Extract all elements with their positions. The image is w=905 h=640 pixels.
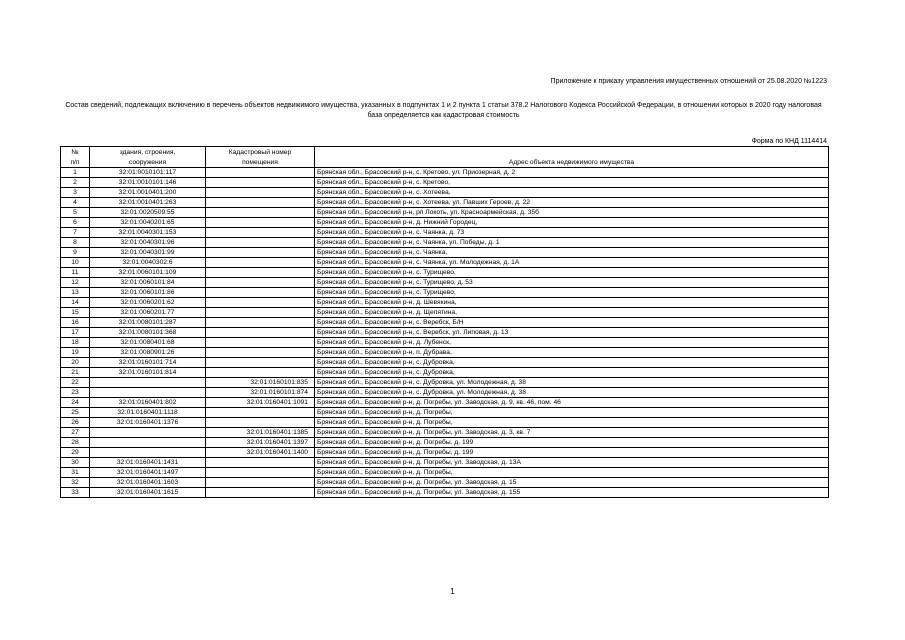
table-row [61,388,829,398]
row-number: 3 [61,188,90,198]
col-header-building-bottom: сооружения [90,157,206,168]
table-row [61,298,829,308]
building-cadastral-number: 32:01:0160401:1615 [90,488,206,498]
room-cadastral-number [206,348,315,358]
row-number: 28 [61,438,90,448]
row-number: 17 [61,328,90,338]
property-address: Брянская обл., Брасовский р-н, с. Хотеева, ул. Павших Героев, д. 22 [315,198,829,208]
property-address: Брянская обл., Брасовский р-н, с. Чаянка, [315,248,829,258]
table-row [61,448,829,458]
row-number: 13 [61,288,90,298]
row-number: 7 [61,228,90,238]
building-cadastral-number [90,428,206,438]
building-cadastral-number: 32:01:0040302:6 [90,258,206,268]
building-cadastral-number: 32:01:0060201:77 [90,308,206,318]
building-cadastral-number: 32:01:0160401:802 [90,398,206,408]
room-cadastral-number [206,278,315,288]
table-row [61,438,829,448]
building-cadastral-number: 32:01:0060101:86 [90,288,206,298]
room-cadastral-number [206,238,315,248]
room-cadastral-number [206,298,315,308]
row-number: 12 [61,278,90,288]
table-row [61,478,829,488]
property-address: Брянская обл., Брасовский р-н, д. Погребы, ул. Заводская, д. 3, кв. 7 [315,428,829,438]
table-row [61,378,829,388]
table-row [61,218,829,228]
table-row [61,428,829,438]
row-number: 21 [61,368,90,378]
table-row [61,358,829,368]
property-address: Брянская обл., Брасовский р-н, д. Погребы, [315,468,829,478]
room-cadastral-number [206,458,315,468]
row-number: 9 [61,248,90,258]
room-cadastral-number [206,308,315,318]
property-address: Брянская обл., Брасовский р-н, с. Дубровка, [315,358,829,368]
room-cadastral-number [206,258,315,268]
property-address: Брянская обл., Брасовский р-н, с. Чаянка, д. 73 [315,228,829,238]
property-address: Брянская обл., Брасовский р-н, с. Дубровка, [315,368,829,378]
room-cadastral-number: 32:01:0160401:1091 [206,398,315,408]
row-number: 4 [61,198,90,208]
building-cadastral-number: 32:01:0160401:1603 [90,478,206,488]
room-cadastral-number [206,188,315,198]
room-cadastral-number: 32:01:0160401:1400 [206,448,315,458]
room-cadastral-number [206,268,315,278]
property-address: Брянская обл., Брасовский р-н, д. Нижний Городец, [315,218,829,228]
property-address: Брянская обл., Брасовский р-н, п. Дубрава, [315,348,829,358]
property-address: Брянская обл., Брасовский р-н, д. Погребы, д. 199 [315,448,829,458]
row-number: 26 [61,418,90,428]
property-address: Брянская обл., Брасовский р-н, д. Погребы, [315,418,829,428]
table-row [61,418,829,428]
building-cadastral-number: 32:01:0040301:153 [90,228,206,238]
building-cadastral-number [90,388,206,398]
building-cadastral-number: 32:01:0010101:146 [90,178,206,188]
room-cadastral-number [206,228,315,238]
col-header-room-bottom: помещения [206,157,315,168]
table-row [61,318,829,328]
table-row [61,328,829,338]
table-row [61,248,829,258]
room-cadastral-number [206,198,315,208]
table-row [61,198,829,208]
building-cadastral-number: 32:01:0010401:263 [90,198,206,208]
col-header-num-top: № [61,147,90,158]
row-number: 23 [61,388,90,398]
room-cadastral-number [206,208,315,218]
building-cadastral-number: 32:01:0040201:65 [90,218,206,228]
col-header-building-top: здания, строения, [90,147,206,158]
row-number: 19 [61,348,90,358]
property-address: Брянская обл., Брасовский р-н, д. Лубенск, [315,338,829,348]
property-address: Брянская обл., Брасовский р-н, с. Чаянка, ул. Победы, д. 1 [315,238,829,248]
row-number: 16 [61,318,90,328]
property-address: Брянская обл., Брасовский р-н, с. Турищево, [315,288,829,298]
room-cadastral-number [206,408,315,418]
table-row [61,228,829,238]
property-address: Брянская обл., Брасовский р-н, с. Турищево, [315,268,829,278]
col-header-address-spacer [315,147,829,158]
page-number: 1 [450,587,455,596]
row-number: 18 [61,338,90,348]
room-cadastral-number: 32:01:0160401:1397 [206,438,315,448]
table-row [61,288,829,298]
building-cadastral-number: 32:01:0060201:62 [90,298,206,308]
property-table [60,146,829,498]
room-cadastral-number: 32:01:0160101:874 [206,388,315,398]
table-row [61,368,829,378]
col-header-num-bottom: п/п [61,157,90,168]
row-number: 25 [61,408,90,418]
row-number: 27 [61,428,90,438]
row-number: 22 [61,378,90,388]
building-cadastral-number [90,438,206,448]
property-address: Брянская обл., Брасовский р-н, с. Чаянка, ул. Молодежная, д. 1А [315,258,829,268]
property-address: Брянская обл., Брасовский р-н, д. Погребы, ул. Заводская, д. 13А [315,458,829,468]
room-cadastral-number [206,288,315,298]
row-number: 2 [61,178,90,188]
table-row [61,168,829,178]
property-address: Брянская обл., Брасовский р-н, д. Щепятина, [315,308,829,318]
room-cadastral-number [206,478,315,488]
table-header-row-top [61,147,829,158]
property-address: Брянская обл., Брасовский р-н, с. Веребск, ул. Липовая, д. 13 [315,328,829,338]
building-cadastral-number: 32:01:0080401:68 [90,338,206,348]
table-row [61,398,829,408]
table-row [61,468,829,478]
property-address: Брянская обл., Брасовский р-н, д. Шевякина, [315,298,829,308]
room-cadastral-number [206,178,315,188]
building-cadastral-number: 32:01:0160401:1431 [90,458,206,468]
building-cadastral-number: 32:01:0060101:84 [90,278,206,288]
row-number: 31 [61,468,90,478]
room-cadastral-number [206,418,315,428]
row-number: 32 [61,478,90,488]
property-address: Брянская обл., Брасовский р-н, д. Погребы, ул. Заводская, д. 9, кв. 46, пом. 46 [315,398,829,408]
table-row [61,458,829,468]
table-body [61,168,829,498]
row-number: 6 [61,218,90,228]
table-row [61,308,829,318]
room-cadastral-number [206,318,315,328]
row-number: 30 [61,458,90,468]
table-row [61,238,829,248]
property-address: Брянская обл., Брасовский р-н, рп Локоть, ул. Красноармейская, д. 35б [315,208,829,218]
table-row [61,208,829,218]
property-address: Брянская обл., Брасовский р-н, с. Дубровка, ул. Молодежная, д. 38 [315,378,829,388]
property-address: Брянская обл., Брасовский р-н, с. Турищево, д. 53 [315,278,829,288]
document-title: Состав сведений, подлежащих включению в перечень объектов недвижимого имущества, указанных в подпунктах 1 и 2 пункта 1 статьи 378.2 Налогового Кодекса Российской Федерации, в отношении которых в 2020 году налоговая база определяется как кадастровая стоимость [65,102,822,119]
property-address: Брянская обл., Брасовский р-н, с. Дубровка, ул. Молодежная, д. 38 [315,388,829,398]
building-cadastral-number: 32:01:0060101:109 [90,268,206,278]
table-header-row-bottom [61,157,829,168]
property-address: Брянская обл., Брасовский р-н, с. Кретово, [315,178,829,188]
table-row [61,188,829,198]
room-cadastral-number [206,328,315,338]
table-row [61,178,829,188]
table-row [61,258,829,268]
building-cadastral-number: 32:01:0040301:99 [90,248,206,258]
building-cadastral-number: 32:01:0080901:26 [90,348,206,358]
table-row [61,268,829,278]
row-number: 15 [61,308,90,318]
row-number: 20 [61,358,90,368]
building-cadastral-number: 32:01:0160401:1118 [90,408,206,418]
building-cadastral-number [90,378,206,388]
room-cadastral-number [206,468,315,478]
property-address: Брянская обл., Брасовский р-н, д. Погребы, [315,408,829,418]
row-number: 8 [61,238,90,248]
appendix-reference: Приложение к приказу управления имущественных отношений от 25.08.2020 №1223 [550,78,827,85]
table-row [61,338,829,348]
property-address: Брянская обл., Брасовский р-н, д. Погребы, ул. Заводская, д. 155 [315,488,829,498]
property-address: Брянская обл., Брасовский р-н, д. Погребы, ул. Заводская, д. 15 [315,478,829,488]
building-cadastral-number: 32:01:0040301:96 [90,238,206,248]
room-cadastral-number: 32:01:0160401:1385 [206,428,315,438]
room-cadastral-number [206,218,315,228]
room-cadastral-number [206,368,315,378]
row-number: 29 [61,448,90,458]
room-cadastral-number [206,168,315,178]
building-cadastral-number: 32:01:0010101:117 [90,168,206,178]
col-header-address: Адрес объекта недвижимого имущества [315,157,829,168]
row-number: 11 [61,268,90,278]
building-cadastral-number: 32:01:0160401:1497 [90,468,206,478]
table-row [61,408,829,418]
row-number: 14 [61,298,90,308]
form-code: Форма по КНД 1114414 [751,138,827,145]
room-cadastral-number [206,488,315,498]
building-cadastral-number [90,448,206,458]
building-cadastral-number: 32:01:0010401:200 [90,188,206,198]
row-number: 10 [61,258,90,268]
table-row [61,488,829,498]
row-number: 24 [61,398,90,408]
row-number: 1 [61,168,90,178]
table-row [61,348,829,358]
room-cadastral-number: 32:01:0160101:835 [206,378,315,388]
building-cadastral-number: 32:01:0160101:714 [90,358,206,368]
building-cadastral-number: 32:01:0160401:1376 [90,418,206,428]
room-cadastral-number [206,338,315,348]
property-address: Брянская обл., Брасовский р-н, с. Веребск, Б/Н [315,318,829,328]
row-number: 33 [61,488,90,498]
property-address: Брянская обл., Брасовский р-н, с. Хотеева, [315,188,829,198]
property-address: Брянская обл., Брасовский р-н, д. Погребы, д. 199 [315,438,829,448]
building-cadastral-number: 32:01:0020509:55 [90,208,206,218]
building-cadastral-number: 32:01:0160101:814 [90,368,206,378]
row-number: 5 [61,208,90,218]
room-cadastral-number [206,248,315,258]
room-cadastral-number [206,358,315,368]
property-address: Брянская обл., Брасовский р-н, с. Кретово, ул. Приозерная, д. 2 [315,168,829,178]
table-row [61,278,829,288]
building-cadastral-number: 32:01:0080101:287 [90,318,206,328]
col-header-room-top: Кадастровый номер [206,147,315,158]
building-cadastral-number: 32:01:0080101:368 [90,328,206,338]
